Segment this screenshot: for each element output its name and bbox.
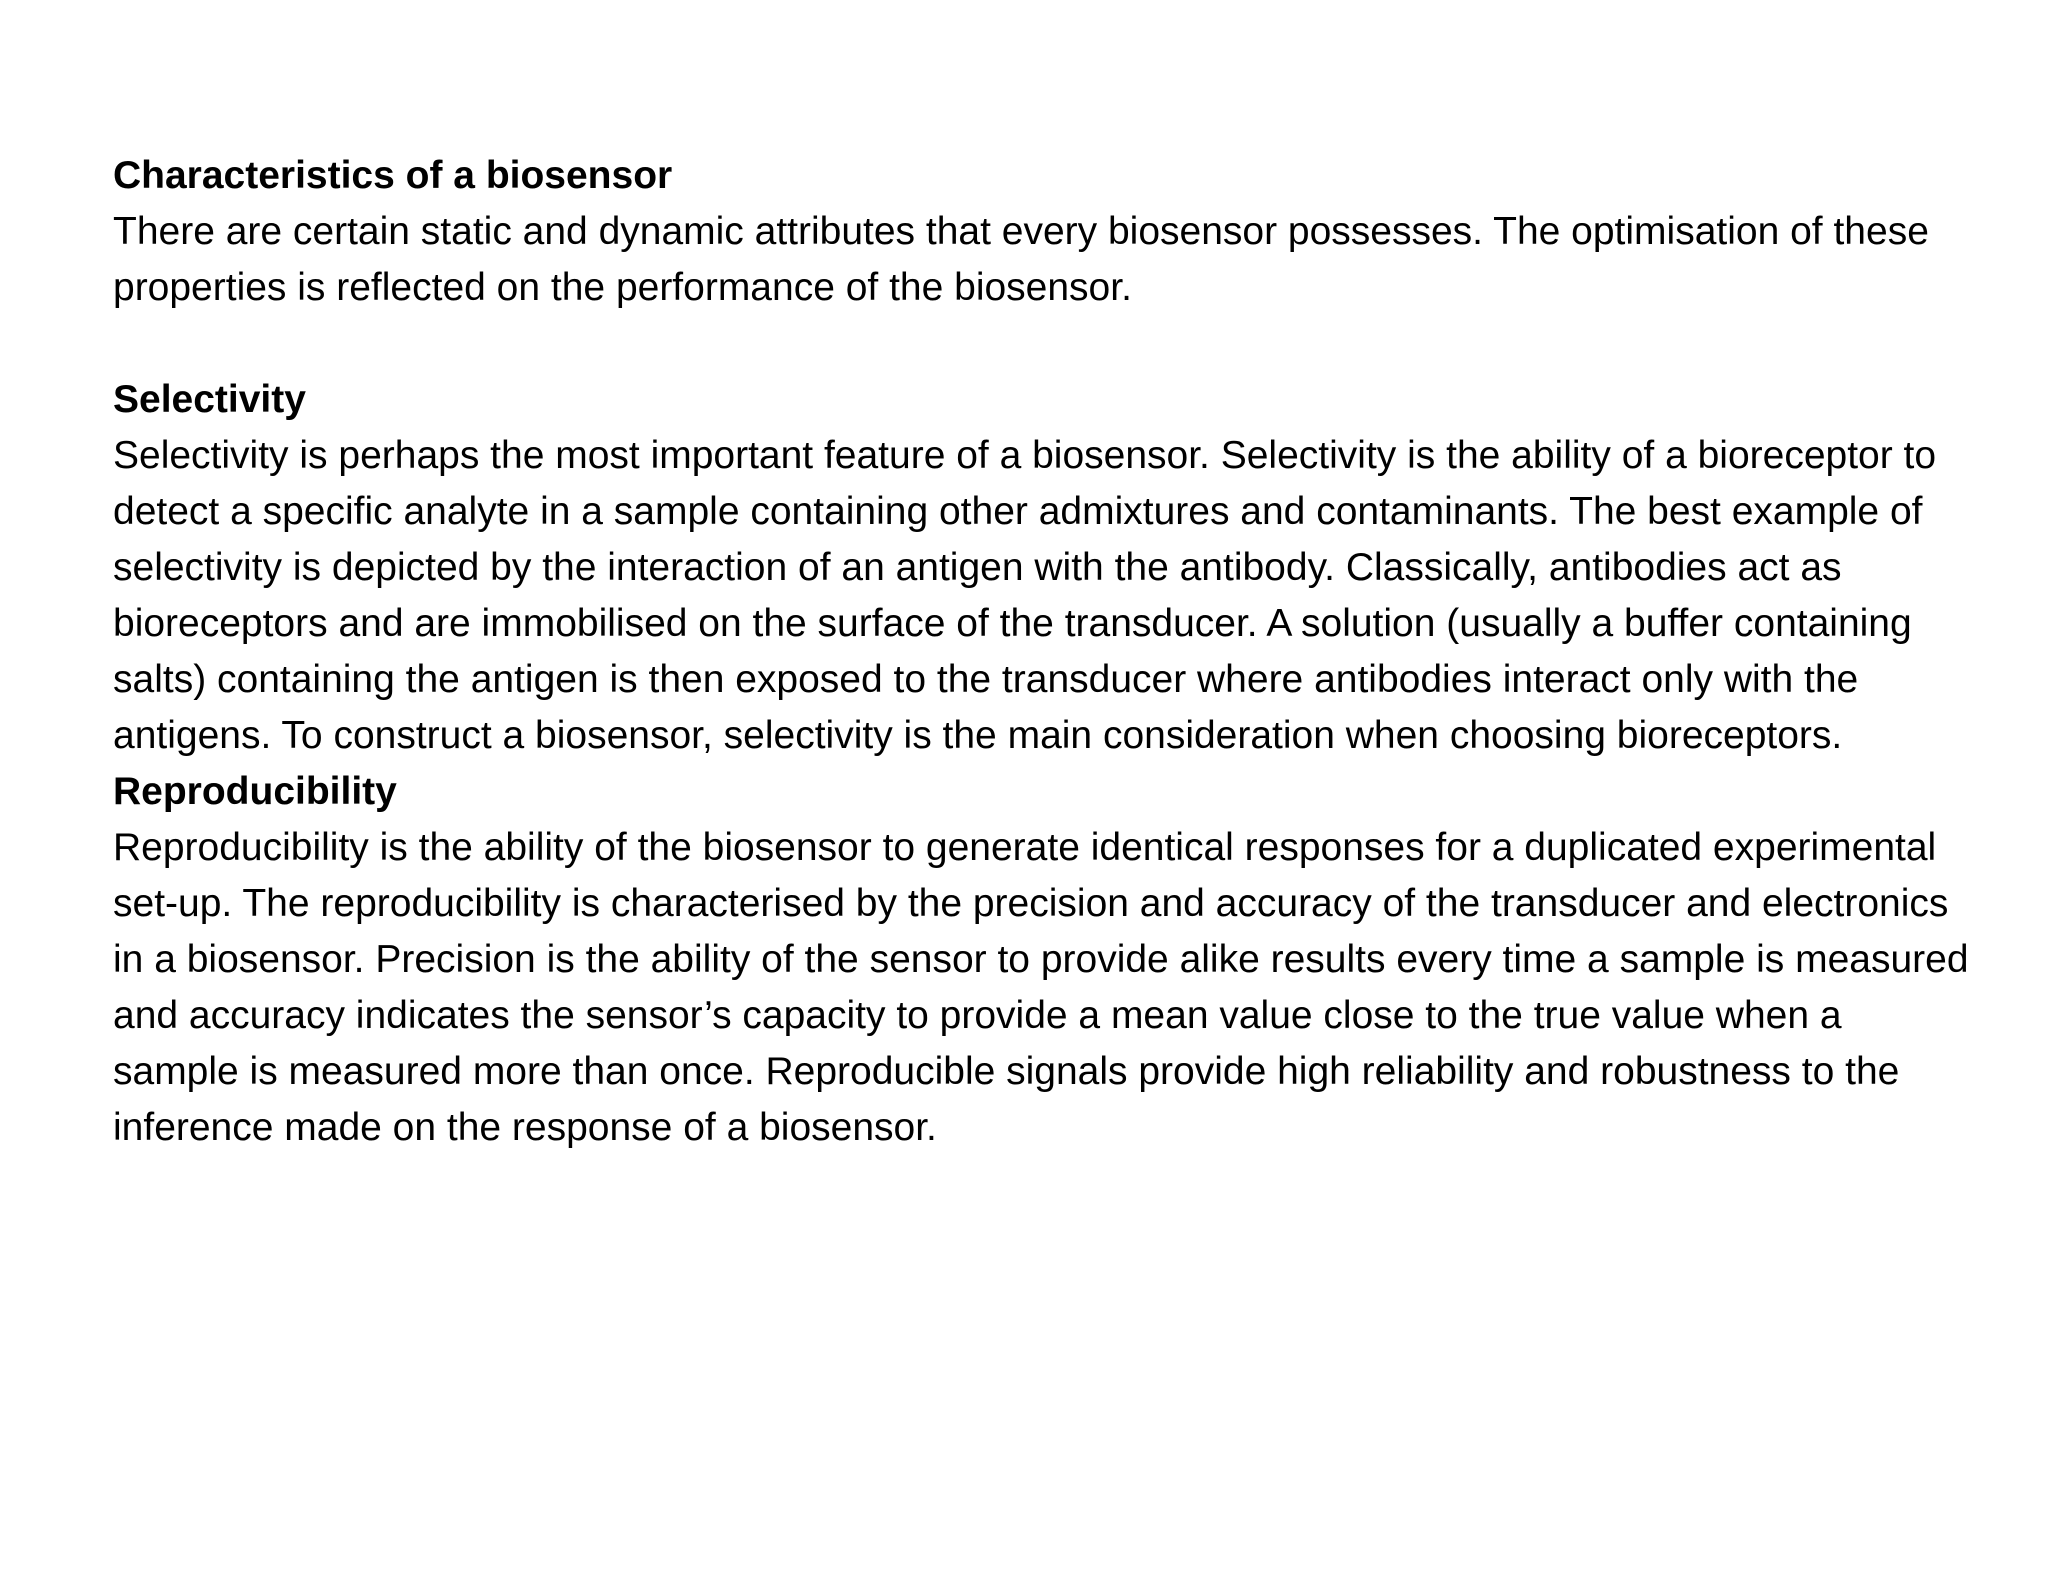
section-paragraph-reproducibility: Reproducibility is the ability of the biosensor to generate identical responses for a duplicated experimental set-up. The reproducibility is characterised by the precision and accuracy of the transducer and electronics in a biosensor. Precision is the ability of the sensor to provide alike results every time a sample is measured and accuracy indicates the sensor’s capacity to provide a mean value close to the true value when a sample is measured more than once. Reproducible signals provide high reliability and robustness to the inference made on the response of a biosensor. bbox=[113, 826, 1969, 1149]
section-spacer bbox=[113, 316, 1973, 372]
section-heading-characteristics: Characteristics of a biosensor bbox=[113, 154, 673, 197]
section-characteristics bbox=[113, 148, 1973, 316]
section-paragraph-characteristics: There are certain static and dynamic attributes that every biosensor possesses. The optimisation of these properties is reflected on the performance of the biosensor. bbox=[113, 210, 1929, 309]
document-content bbox=[113, 148, 1973, 1156]
section-paragraph-selectivity: Selectivity is perhaps the most important feature of a biosensor. Selectivity is the ability of a bioreceptor to detect a specific analyte in a sample containing other admixtures and contaminants. The best example of selectivity is depicted by the interaction of an antigen with the antibody. Classically, antibodies act as bioreceptors and are immobilised on the surface of the transducer. A solution (usually a buffer containing salts) containing the antigen is then exposed to the transducer where antibodies interact only with the antigens. To construct a biosensor, selectivity is the main consideration when choosing bioreceptors. bbox=[113, 434, 1937, 757]
section-selectivity bbox=[113, 372, 1973, 764]
section-heading-selectivity: Selectivity bbox=[113, 378, 306, 421]
section-heading-reproducibility: Reproducibility bbox=[113, 770, 397, 813]
section-reproducibility bbox=[113, 764, 1973, 1156]
